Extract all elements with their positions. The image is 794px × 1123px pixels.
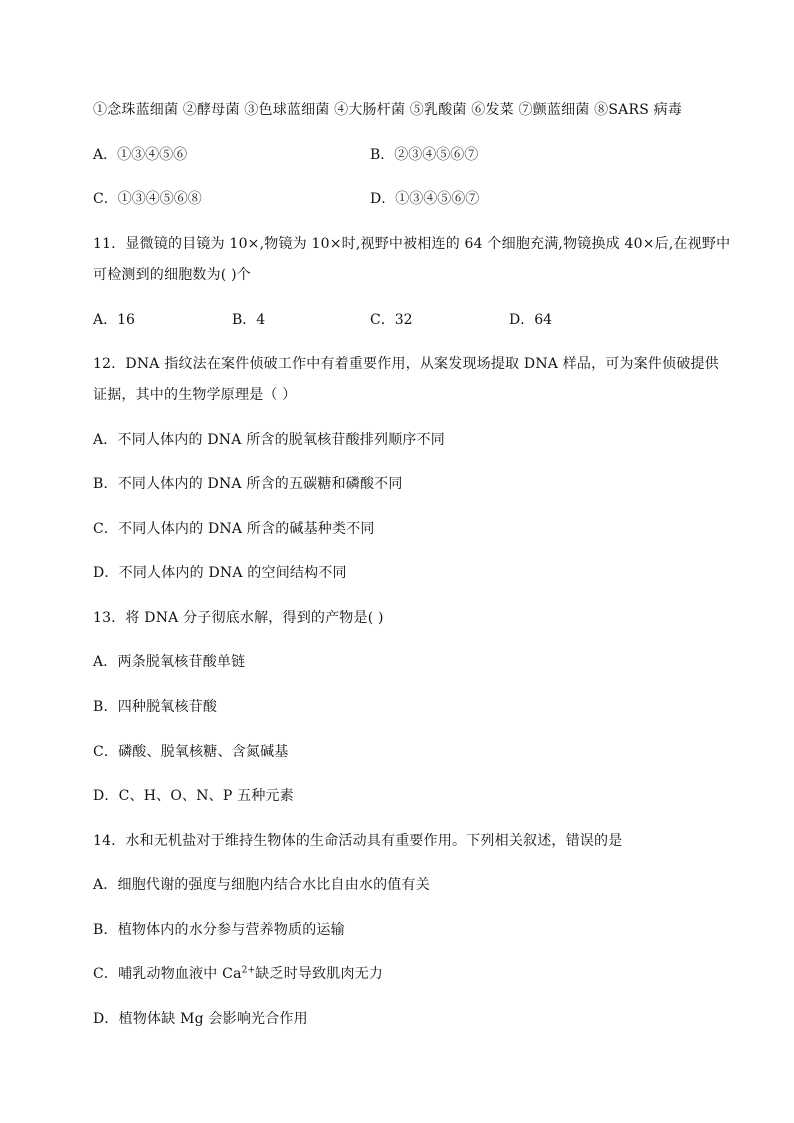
q10-items-line: ①念珠蓝细菌 ②酵母菌 ③色球蓝细菌 ④大肠杆菌 ⑤乳酸菌 ⑥发菜 ⑦颤蓝细菌 ⑧SARS 病毒 xyxy=(93,102,683,118)
q14-option-d: D．植物体缺 Mg 会影响光合作用 xyxy=(93,1011,308,1027)
q13-option-a: A．两条脱氧核苷酸单链 xyxy=(93,654,246,670)
q10-option-d: D．①③④⑤⑥⑦ xyxy=(370,191,480,207)
q14-option-b: B．植物体内的水分参与营养物质的运输 xyxy=(93,922,345,938)
q12-stem-line2: 证据，其中的生物学原理是（ ） xyxy=(93,387,297,403)
q14-option-c xyxy=(93,964,383,984)
q12-option-d: D．不同人体内的 DNA 的空间结构不同 xyxy=(93,565,347,581)
q10-option-c: C．①③④⑤⑥⑧ xyxy=(93,191,202,207)
q13-stem: 13．将 DNA 分子彻底水解，得到的产物是( ) xyxy=(93,610,384,626)
q12-option-a: A．不同人体内的 DNA 所含的脱氧核苷酸排列顺序不同 xyxy=(93,432,445,448)
q13-option-b: B．四种脱氧核苷酸 xyxy=(93,699,218,715)
q11-stem-line2: 可检测到的细胞数为( )个 xyxy=(93,267,251,283)
q14-option-c-prefix: C．哺乳动物血液中 Ca xyxy=(93,966,242,982)
q14-option-a: A．细胞代谢的强度与细胞内结合水比自由水的值有关 xyxy=(93,877,430,893)
calcium-charge-superscript: 2+ xyxy=(241,965,256,976)
q12-option-b: B．不同人体内的 DNA 所含的五碳糖和磷酸不同 xyxy=(93,476,403,492)
q14-stem: 14．水和无机盐对于维持生物体的生命活动具有重要作用。下列相关叙述，错误的是 xyxy=(93,833,623,849)
q11-option-b: B．4 xyxy=(232,312,266,328)
q10-option-b: B．②③④⑤⑥⑦ xyxy=(370,147,479,163)
q13-option-d: D．C、H、O、N、P 五种元素 xyxy=(93,788,294,804)
q13-option-c: C．磷酸、脱氧核糖、含氮碱基 xyxy=(93,744,289,760)
q12-stem-line1: 12．DNA 指纹法在案件侦破工作中有着重要作用，从案发现场提取 DNA 样品，可为案件侦破提供 xyxy=(93,356,719,372)
q11-stem-line1: 11．显微镜的目镜为 10×,物镜为 10×时,视野中被相连的 64 个细胞充满,物镜换成 40×后,在视野中 xyxy=(93,236,731,252)
q12-option-c: C．不同人体内的 DNA 所含的碱基种类不同 xyxy=(93,521,375,537)
q11-option-a: A．16 xyxy=(93,312,135,328)
q10-option-a: A．①③④⑤⑥ xyxy=(93,147,188,163)
q11-option-d: D．64 xyxy=(509,312,553,328)
q11-option-c: C．32 xyxy=(370,312,413,328)
q14-option-c-suffix: 缺乏时导致肌肉无力 xyxy=(255,966,384,982)
